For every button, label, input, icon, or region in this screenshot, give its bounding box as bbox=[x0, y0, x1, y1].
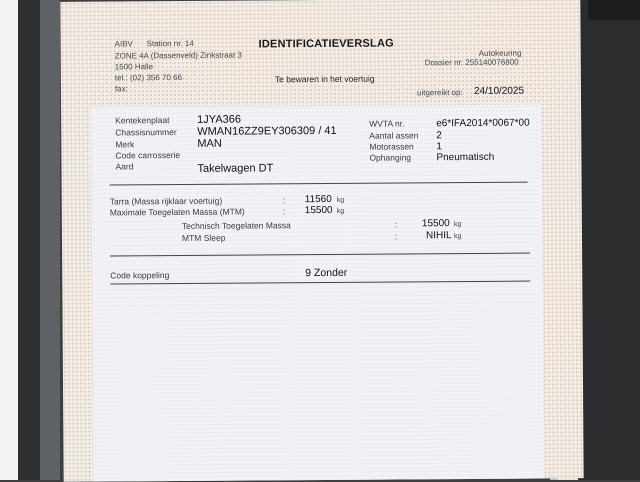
tarra-label: Tarra (Massa rijklaar voertuig) bbox=[109, 195, 223, 207]
coupling-value: 9 Zonder bbox=[305, 266, 348, 280]
make-label: Merk bbox=[115, 139, 135, 150]
tarra-colon: : bbox=[282, 195, 286, 206]
divider-1 bbox=[110, 182, 528, 186]
technical-mass-label: Technisch Toegelaten Massa bbox=[181, 220, 291, 231]
station-number: Station nr. 14 bbox=[146, 38, 194, 49]
mtm-unit: kg bbox=[336, 207, 345, 215]
motor-axles-label: Motorassen bbox=[369, 141, 414, 152]
technical-mass-unit: kg bbox=[453, 221, 462, 229]
divider-2 bbox=[110, 253, 530, 257]
type-value: Takelwagen DT bbox=[197, 162, 274, 175]
address-line-2: 1500 Halle bbox=[114, 62, 154, 72]
issued-label: uitgereikt op: bbox=[416, 88, 463, 98]
make-value: MAN bbox=[197, 137, 222, 150]
telephone: tel.: (02) 356 70 66 bbox=[114, 72, 183, 83]
background-left bbox=[0, 0, 60, 480]
plate-label: Kentekenplaat bbox=[115, 115, 170, 126]
mtm-colon: : bbox=[282, 206, 286, 217]
chassis-label: Chassisnummer bbox=[115, 127, 177, 138]
suspension-label: Ophanging bbox=[369, 152, 412, 163]
issued-date: 24/10/2025 bbox=[473, 85, 525, 97]
tow-mass-value: NIHIL bbox=[425, 230, 452, 242]
motor-axles-value: 1 bbox=[436, 141, 442, 153]
tarra-unit: kg bbox=[336, 196, 345, 204]
technical-mass-colon: : bbox=[394, 219, 398, 230]
dossier-number: Dossier nr. 255140076800 bbox=[424, 57, 519, 68]
plate-value: 1JYA366 bbox=[197, 113, 242, 126]
body-code-label: Code carrosserie bbox=[115, 149, 181, 161]
divider-3 bbox=[110, 281, 530, 285]
technical-mass-value: 15500 bbox=[421, 218, 450, 230]
axles-value: 2 bbox=[436, 130, 442, 142]
tow-mass-unit: kg bbox=[453, 233, 462, 241]
document-subtitle: Te bewaren in het voertuig bbox=[274, 73, 375, 85]
axles-label: Aantal assen bbox=[369, 130, 419, 141]
background-right-top bbox=[588, 0, 640, 20]
department: Autokeuring bbox=[478, 48, 522, 58]
coupling-label: Code koppeling bbox=[110, 270, 170, 281]
type-label: Aard bbox=[115, 161, 134, 172]
fax: fax: bbox=[114, 84, 128, 94]
mtm-value: 15500 bbox=[304, 204, 333, 217]
mtm-label: Maximale Toegelaten Massa (MTM) bbox=[109, 206, 245, 218]
tow-mass-label: MTM Sleep bbox=[181, 232, 226, 243]
org-name: AIBV bbox=[114, 39, 133, 49]
chassis-value: WMAN16ZZ9EY306309 / 41 bbox=[197, 124, 337, 138]
tow-mass-colon: : bbox=[394, 231, 398, 242]
tarra-value: 11560 bbox=[304, 193, 332, 206]
address-line-1: ZONE 4A (Dassenveld) Zinkstraat 3 bbox=[114, 50, 242, 61]
wvta-label: WVTA nr. bbox=[369, 118, 405, 129]
suspension-value: Pneumatisch bbox=[436, 151, 495, 164]
identification-document bbox=[60, 0, 583, 482]
document-title: IDENTIFICATIEVERSLAG bbox=[258, 37, 394, 51]
data-panel bbox=[91, 104, 544, 481]
wvta-value: e6*IFA2014*0067*00 bbox=[436, 117, 530, 130]
